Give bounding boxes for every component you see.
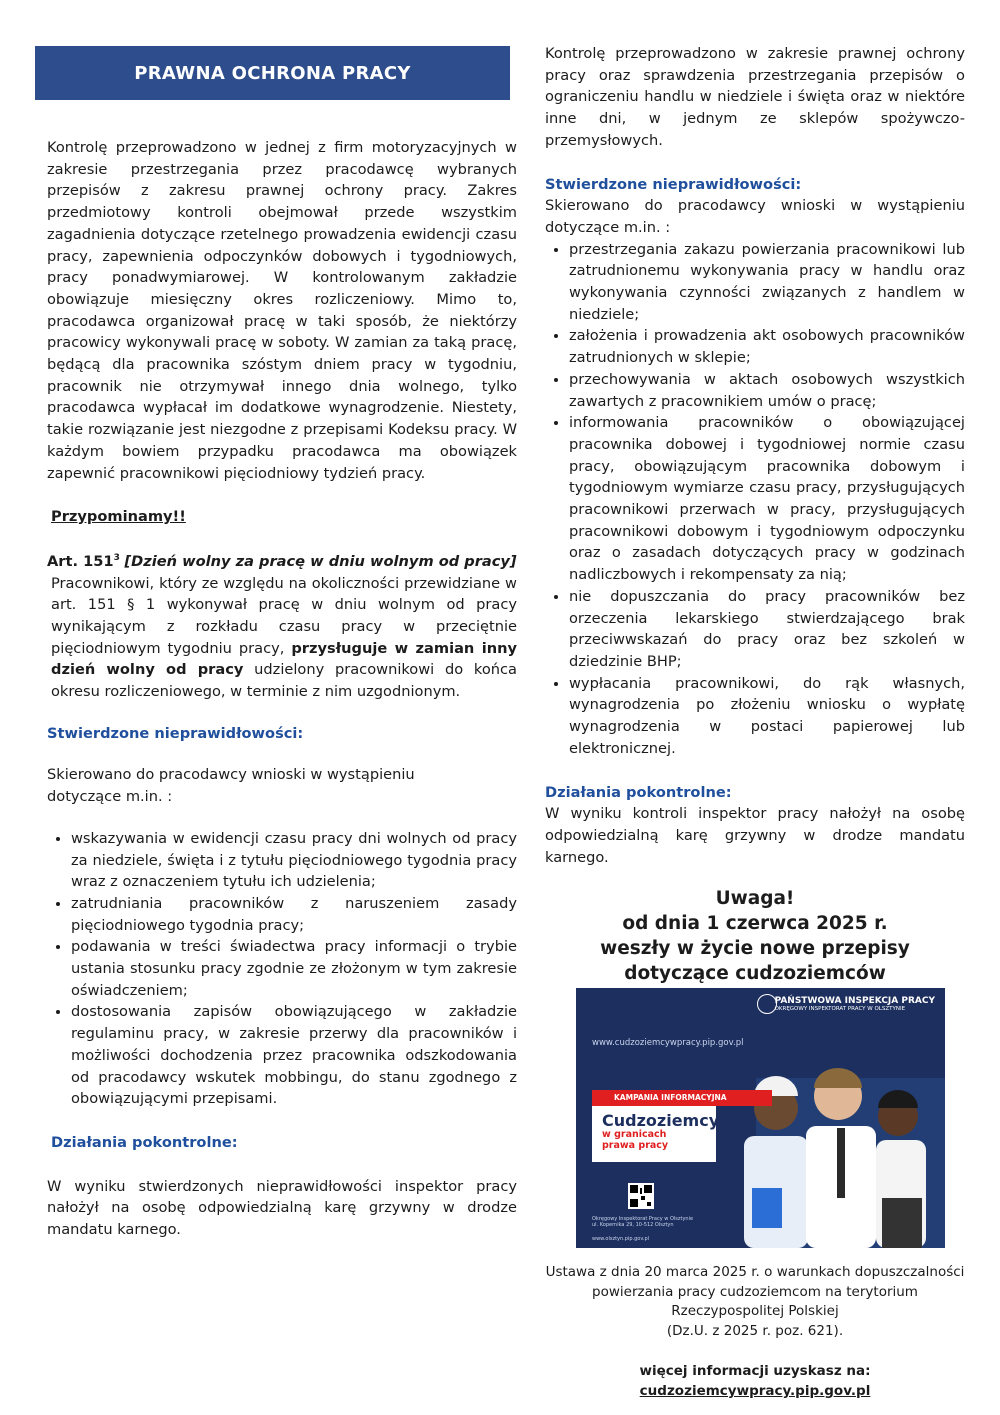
poster-www: www.olsztyn.pip.gov.pl xyxy=(592,1236,650,1242)
poster-address-1: Okręgowy Inspektorat Pracy w Olsztynie xyxy=(592,1216,694,1222)
right-irregularities-heading: Stwierdzone nieprawidłowości: xyxy=(545,175,802,193)
reminder-heading xyxy=(47,506,517,528)
left-irregularities-list xyxy=(47,828,517,1110)
poster-address xyxy=(592,1216,693,1228)
more-info xyxy=(545,1361,965,1401)
poster-org-sub: OKRĘGOWY INSPEKTORAT PRACY W OLSZTYNIE xyxy=(774,1006,906,1012)
left-column xyxy=(47,137,517,1241)
list-item: • informowania pracowników o obowiązującej pracownika dobowej i tygodniowej normie czasu pracy, obowiązującym pracownika dobowym i tygodniowym wymiarze czasu pracy, przysługujących pracownikowi przerwach w pracy, przysługujących pracownikowi dobowym i tygodniowym odpoczynku oraz o zasadach dotyczących pracy w godzinach nadliczbowych i rekompensaty za nią; xyxy=(569,412,965,586)
list-item: • podawania w treści świadectwa pracy informacji o trybie ustania stosunku pracy zgodnie ze złożonym w tym zakresie oświadczeniem; xyxy=(71,936,517,1001)
section-banner xyxy=(35,46,510,100)
list-item: • wypłacania pracownikowi, do rąk własnych, wynagrodzenia po złożeniu wniosku o wypłatę wynagrodzenia w postaci papierowej lub elektronicznej. xyxy=(569,673,965,760)
more-info-label: więcej informacji uzyskasz na: xyxy=(639,1363,871,1379)
law-caption-ref: (Dz.U. z 2025 r. poz. 621). xyxy=(666,1322,844,1339)
list-item: • zatrudniania pracowników z naruszeniem zasady pięciodniowego tygodnia pracy; xyxy=(71,893,517,936)
article-title: [Dzień wolny za pracę w dniu wolnym od pracy] xyxy=(124,552,517,570)
list-item: • przestrzegania zakazu powierzania pracownikowi lub zatrudnionemu wykonywania pracy w handlu oraz wykonywania czynności związanych z handlem w niedziele; xyxy=(569,239,965,326)
poster-org xyxy=(775,996,935,1012)
article-text xyxy=(47,573,517,703)
more-info-link[interactable]: cudzoziemcywpracy.pip.gov.pl xyxy=(639,1383,871,1399)
campaign-poster xyxy=(576,988,945,1248)
list-item: • dostosowania zapisów obowiązującego w zakładzie regulaminu pracy, w zakresie przerwy dla pracowników i możliwości dochodzenia przez pracownika odszkodowania od pracodawcy wskutek mobbingu, do stanu zgodnego z obowiązującymi przepisami. xyxy=(71,1001,517,1110)
poster-subtitle-2: prawa pracy xyxy=(602,1140,669,1151)
article-text-bold: przysługuje w zamian inny dzień wolny od pracy xyxy=(51,639,518,679)
poster-org-name: PAŃSTWOWA INSPEKCJA PRACY xyxy=(774,996,935,1006)
list-item: • przechowywania w aktach osobowych wszystkich zawartych z pracownikiem umów o pracę; xyxy=(569,369,965,412)
article-superscript: 3 xyxy=(113,552,120,563)
left-actions-heading: Działania pokontrolne: xyxy=(51,1133,238,1151)
list-item: • nie dopuszczania do pracy pracowników bez orzeczenia lekarskiego stwierdzającego brak przeciwwskazań do pracy oraz bez szkoleń w dziedzinie BHP; xyxy=(569,586,965,673)
right-irregularities-list xyxy=(545,239,965,760)
right-actions-heading: Działania pokontrolne: xyxy=(545,783,732,801)
poster-campaign-label: KAMPANIA INFORMACYJNA xyxy=(592,1090,772,1106)
notice-line-1: Uwaga! xyxy=(715,888,795,909)
left-irregularities-intro: Skierowano do pracodawcy wnioski w wystąpieniu dotyczące m.in. : xyxy=(47,766,415,806)
right-irregularities-intro: Skierowano do pracodawcy wnioski w wystąpieniu dotyczące m.in. : xyxy=(545,197,965,236)
list-item: • wskazywania w ewidencji czasu pracy dni wolnych od pracy za niedziele, święta i z tytułu pięciodniowego tygodnia pracy wraz z oznaczeniem tytułu ich udzielenia; xyxy=(71,828,517,893)
qr-code-icon xyxy=(628,1183,654,1209)
reminder-label: Przypominamy!! xyxy=(51,508,186,526)
law-caption-text: Ustawa z dnia 20 marca 2025 r. o warunkach dopuszczalności powierzania pracy cudzoziemcom na terytorium Rzeczypospolitej Polskiej xyxy=(545,1264,965,1319)
poster-address-2: ul. Kopernika 29, 10-512 Olsztyn xyxy=(592,1222,674,1228)
list-item: • założenia i prowadzenia akt osobowych pracowników zatrudnionych w sklepie; xyxy=(569,325,965,368)
article-text-part2: udzielony pracownikowi do końca okresu rozliczeniowego, w terminie z nim uzgodnionym. xyxy=(51,661,518,701)
right-column xyxy=(545,43,965,868)
left-actions-text: W wyniku stwierdzonych nieprawidłowości inspektor pracy nałożył na osobę odpowiedzialną karę grzywny w drodze mandatu karnego. xyxy=(47,1177,517,1239)
poster-title-card xyxy=(592,1106,720,1162)
article-heading xyxy=(47,548,517,573)
poster-url: www.cudzoziemcywpracy.pip.gov.pl xyxy=(592,1038,744,1048)
left-intro-paragraph: Kontrolę przeprowadzono w jednej z firm motoryzacyjnych w zakresie przestrzegania przez pracodawcę wybranych przepisów z zakresu prawnej ochrony pracy. Zakres przedmiotowy kontroli obejmował przede wszystkim zagadnienia dotyczące rzetelnego prowadzenia ewidencji czasu pracy, zapewnienia odpoczynków dobowych i tygodniowych, pracy ponadwymiarowej. W kontrolowanym zakładzie obowiązuje miesięczny okres rozliczeniowy. Mimo to, pracodawca organizował pracę w taki sposób, że niektórzy pracowicy wykonywali pracę w soboty. W zamian za taką pracę, będącą dla pracownika szóstym dniem pracy w tygodniu, pracownik nie otrzymywał innego dnia wolnego, tylko pracodawca wypłacał im dodatkowe wynagrodzenie. Niestety, takie rozwiązanie jest niezgodne z przepisami Kodeksu pracy. W każdym bowiem przypadku pracodawca ma obowiązek zapewnić pracownikowi pięciodniowy tydzień pracy. xyxy=(47,139,517,482)
notice-line-3: weszły w życie nowe przepisy dotyczące cudzoziemców xyxy=(600,938,910,984)
poster-subtitle-1: w granicach xyxy=(602,1129,667,1140)
poster-title: Cudzoziemcy xyxy=(602,1111,720,1130)
right-actions-text: W wyniku kontroli inspektor pracy nałożył na osobę odpowiedzialną karę grzywny w drodze mandatu karnego. xyxy=(545,805,965,866)
left-irregularities-heading: Stwierdzone nieprawidłowości: xyxy=(47,724,304,742)
notice-line-2: od dnia 1 czerwca 2025 r. xyxy=(622,913,888,934)
notice-block xyxy=(545,886,965,986)
page-title: PRAWNA OCHRONA PRACY xyxy=(134,62,411,84)
law-caption xyxy=(545,1263,965,1341)
right-intro-paragraph: Kontrolę przeprowadzono w zakresie prawnej ochrony pracy oraz sprawdzenia przestrzegania przepisów o ograniczeniu handlu w niedziele i święta oraz w niektóre inne dni, w jednym ze sklepów spożywczo-przemysłowych. xyxy=(545,45,965,149)
article-text-part1: Pracownikowi, który ze względu na okoliczności przewidziane w art. 151 § 1 wykonywał pracę w dniu wolnym od pracy wynikającym z rozkładu czasu pracy w przeciętnie pięciodniowym tygodniu pracy, xyxy=(51,574,517,657)
article-number: Art. 151 xyxy=(47,552,114,570)
